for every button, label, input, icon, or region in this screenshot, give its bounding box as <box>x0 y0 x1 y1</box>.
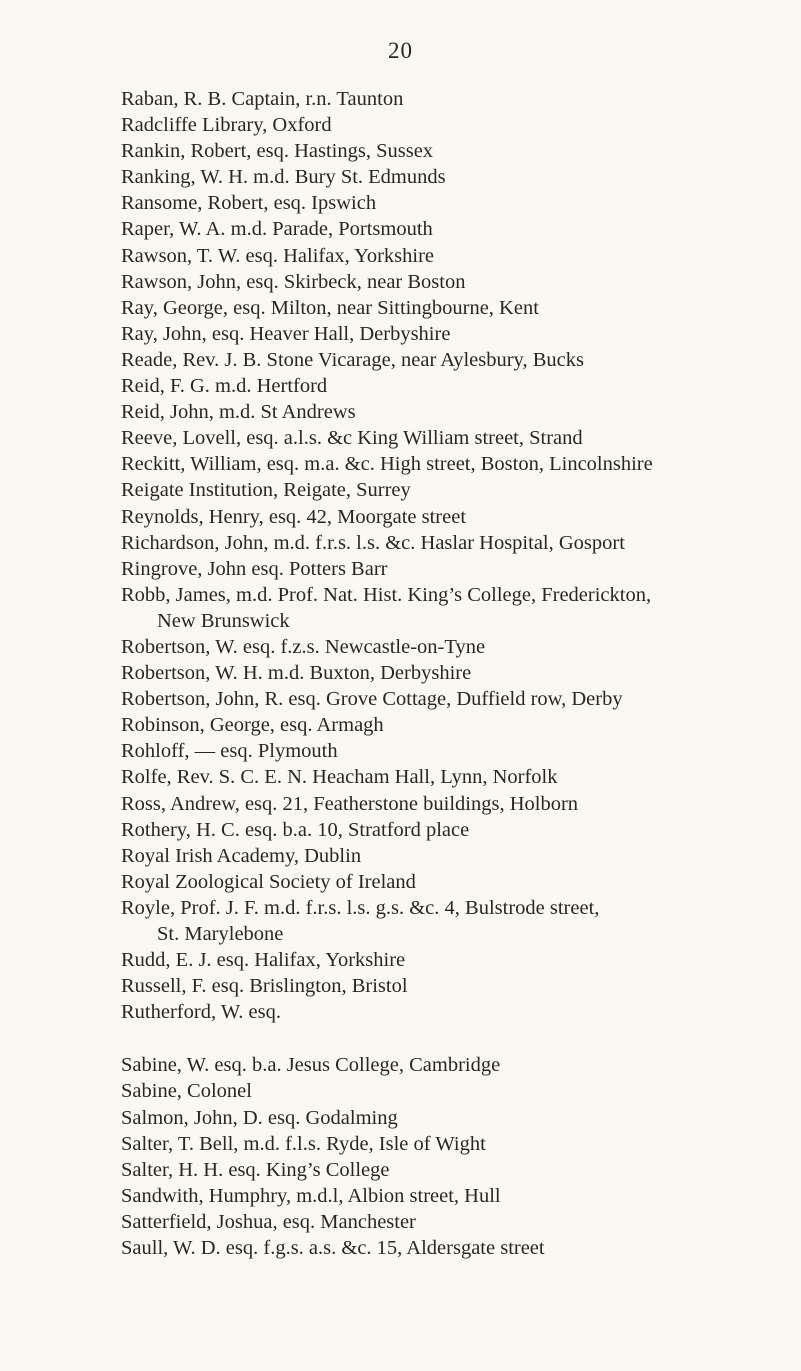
list-entry: Reynolds, Henry, esq. 42, Moorgate street <box>121 505 467 528</box>
list-entry: Robertson, W. H. m.d. Buxton, Derbyshire <box>121 662 472 685</box>
list-entry: Ransome, Robert, esq. Ipswich <box>121 192 377 215</box>
list-entry: Salter, T. Bell, m.d. f.l.s. Ryde, Isle of Wight <box>121 1132 486 1155</box>
list-entry: Richardson, John, m.d. f.r.s. l.s. &c. Haslar Hospital, Gosport <box>121 531 625 554</box>
list-entry: Rothery, H. C. esq. b.a. 10, Stratford place <box>121 818 470 841</box>
list-entry: Reeve, Lovell, esq. a.l.s. &c King William street, Strand <box>121 427 583 450</box>
list-entry: Reigate Institution, Reigate, Surrey <box>121 479 411 502</box>
list-entry: Salter, H. H. esq. King’s College <box>121 1158 390 1181</box>
list-entry: Rolfe, Rev. S. C. E. N. Heacham Hall, Lynn, Norfolk <box>121 766 558 789</box>
list-entry-continuation: St. Marylebone <box>157 923 284 945</box>
list-entry: Sabine, W. esq. b.a. Jesus College, Cambridge <box>121 1054 501 1077</box>
list-entry: Rudd, E. J. esq. Halifax, Yorkshire <box>121 949 406 972</box>
list-entry: Reade, Rev. J. B. Stone Vicarage, near Aylesbury, Bucks <box>121 348 584 371</box>
list-entry: Rutherford, W. esq. <box>121 1001 281 1024</box>
list-entry: Reckitt, William, esq. m.a. &c. High street, Boston, Lincolnshire <box>121 453 653 476</box>
list-entry: Robb, James, m.d. Prof. Nat. Hist. King’s College, Frederickton, <box>121 583 652 606</box>
list-entry-continuation: New Brunswick <box>157 609 290 632</box>
section-gap <box>121 1025 801 1052</box>
list-entry: Royle, Prof. J. F. m.d. f.r.s. l.s. g.s. &c. 4, Bulstrode street, <box>121 896 600 919</box>
list-entry: Saull, W. D. esq. f.g.s. a.s. &c. 15, Aldersgate street <box>121 1237 545 1260</box>
list-entry: Ringrove, John esq. Potters Barr <box>121 557 388 580</box>
list-entry: Salmon, John, D. esq. Godalming <box>121 1106 398 1129</box>
list-entry: Sabine, Colonel <box>121 1080 252 1103</box>
list-entry: Raban, R. B. Captain, r.n. Taunton <box>121 88 404 110</box>
list-entry: Robertson, W. esq. f.z.s. Newcastle-on-Tyne <box>121 635 486 658</box>
list-entry: Russell, F. esq. Brislington, Bristol <box>121 975 408 998</box>
list-entry: Ranking, W. H. m.d. Bury St. Edmunds <box>121 166 446 189</box>
list-entry: Rawson, John, esq. Skirbeck, near Boston <box>121 270 466 293</box>
list-entry: Robertson, John, R. esq. Grove Cottage, Duffield row, Derby <box>121 688 623 711</box>
list-entry: Sandwith, Humphry, m.d.l, Albion street, Hull <box>121 1184 501 1207</box>
subscriber-list <box>121 86 801 1261</box>
list-entry: Satterfield, Joshua, esq. Manchester <box>121 1210 416 1233</box>
list-entry: Reid, F. G. m.d. Hertford <box>121 375 328 398</box>
list-entry: Ray, John, esq. Heaver Hall, Derbyshire <box>121 322 451 345</box>
list-entry: Royal Zoological Society of Ireland <box>121 870 416 893</box>
list-entry: Rankin, Robert, esq. Hastings, Sussex <box>121 140 434 163</box>
list-entry: Radcliffe Library, Oxford <box>121 114 332 137</box>
page-number: 20 <box>388 38 413 63</box>
list-entry: Reid, John, m.d. St Andrews <box>121 401 356 424</box>
list-entry: Ross, Andrew, esq. 21, Featherstone buildings, Holborn <box>121 792 579 815</box>
list-entry: Rohloff, — esq. Plymouth <box>121 740 338 763</box>
list-entry: Royal Irish Academy, Dublin <box>121 844 362 867</box>
list-entry: Robinson, George, esq. Armagh <box>121 714 384 737</box>
list-entry: Raper, W. A. m.d. Parade, Portsmouth <box>121 218 433 241</box>
list-entry: Rawson, T. W. esq. Halifax, Yorkshire <box>121 244 434 267</box>
list-entry: Ray, George, esq. Milton, near Sittingbourne, Kent <box>121 296 539 319</box>
